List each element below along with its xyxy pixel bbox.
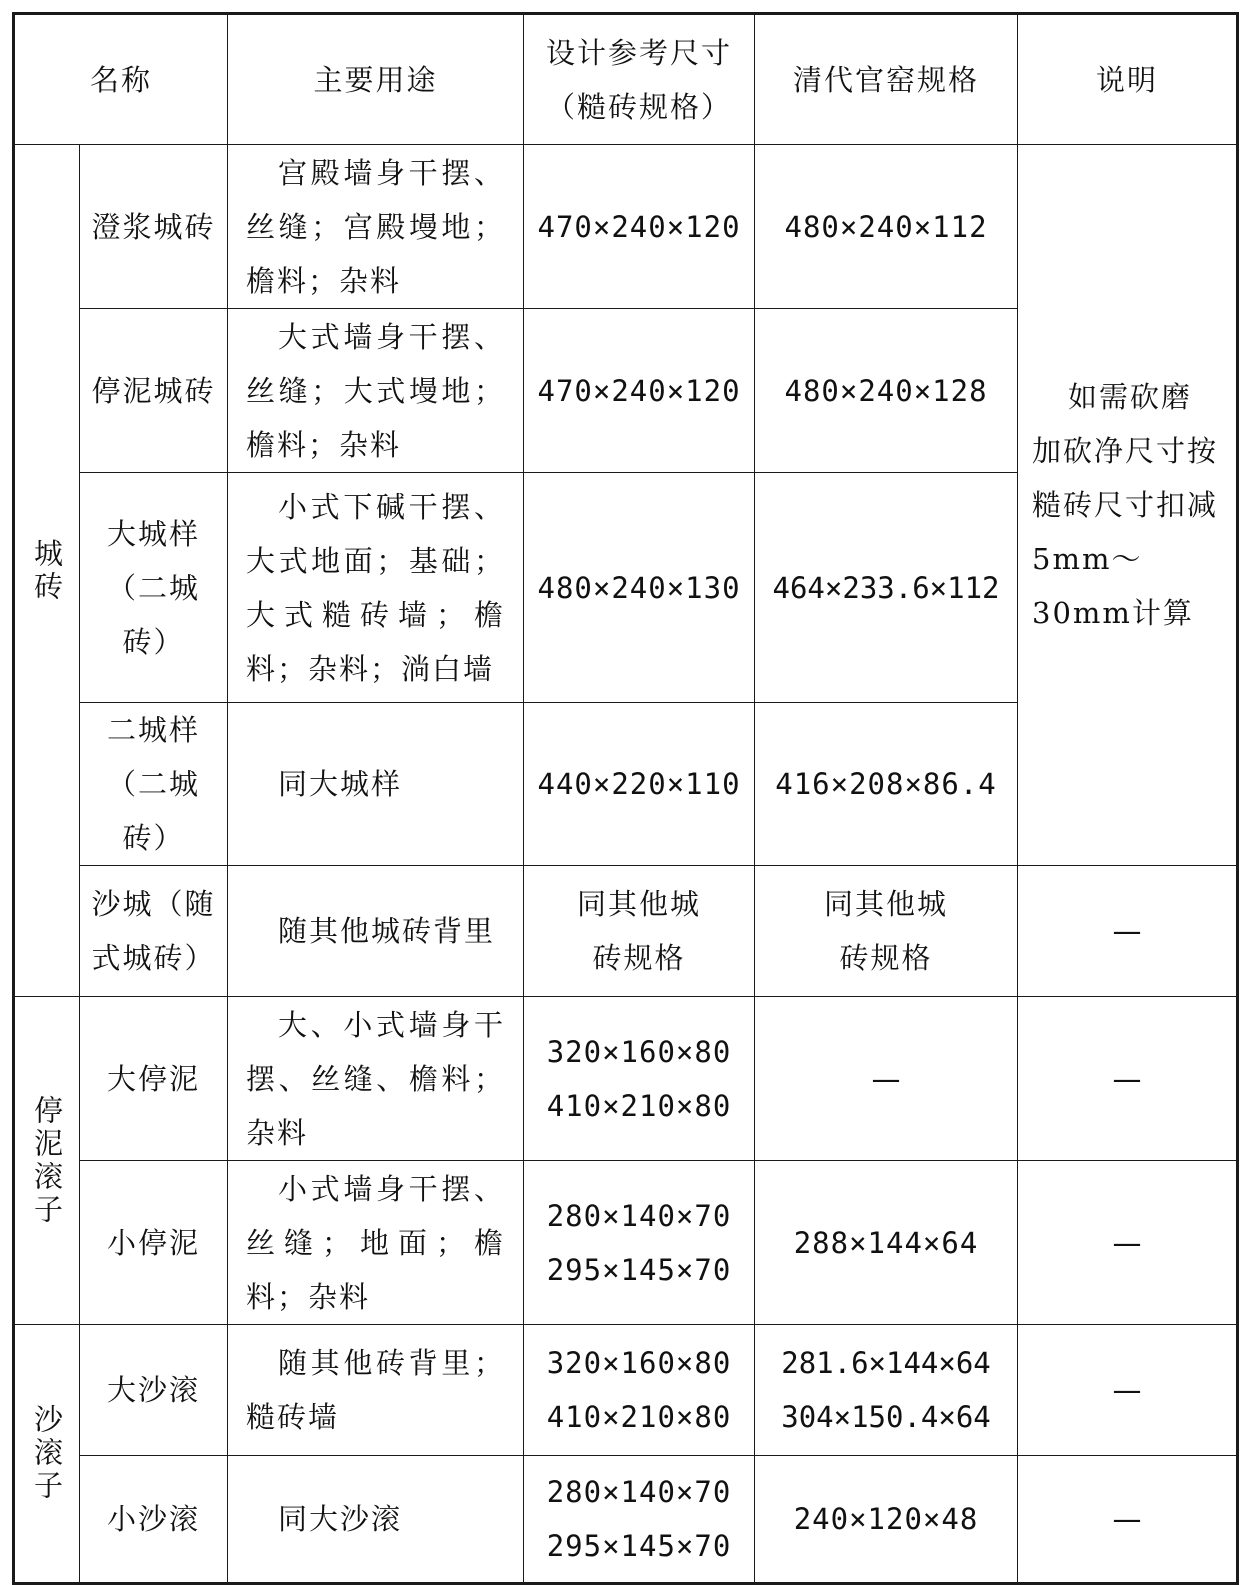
brick-spec-table	[12, 12, 1239, 1585]
table-row	[14, 866, 1238, 997]
row-note: —	[1018, 1161, 1238, 1325]
row-name: 大停泥	[80, 997, 228, 1161]
merged-note: 如需砍磨加砍净尺寸按糙砖尺寸扣减5mm～30mm计算	[1018, 145, 1238, 866]
row-design-size: 280×140×70 295×145×70	[524, 1161, 755, 1325]
row-design-size: 470×240×120	[524, 145, 755, 309]
row-qing-spec: 288×144×64	[755, 1161, 1018, 1325]
row-name: 停泥城砖	[80, 309, 228, 473]
row-qing-spec: 480×240×128	[755, 309, 1018, 473]
row-note: —	[1018, 997, 1238, 1161]
header-usage: 主要用途	[228, 14, 524, 145]
group-chengzhuan: 城砖	[14, 145, 80, 997]
row-name: 沙城（随式城砖）	[80, 866, 228, 997]
row-name: 二城样（二城砖）	[80, 703, 228, 866]
header-row	[14, 14, 1238, 145]
row-usage: 大式墙身干摆、丝缝；大式墁地；檐料；杂料	[228, 309, 524, 473]
row-usage: 随其他城砖背里	[228, 866, 524, 997]
row-name: 小停泥	[80, 1161, 228, 1325]
table-row	[14, 145, 1238, 309]
row-name: 小沙滚	[80, 1456, 228, 1584]
row-name: 大沙滚	[80, 1325, 228, 1456]
row-note: —	[1018, 866, 1238, 997]
row-usage: 大、小式墙身干摆、丝缝、檐料；杂料	[228, 997, 524, 1161]
row-design-size: 320×160×80 410×210×80	[524, 1325, 755, 1456]
row-note: —	[1018, 1456, 1238, 1584]
group-shagun: 沙滚子	[14, 1325, 80, 1584]
row-qing-spec: 416×208×86.4	[755, 703, 1018, 866]
row-qing-spec: —	[755, 997, 1018, 1161]
header-design-size: 设计参考尺寸（糙砖规格）	[524, 14, 755, 145]
table-row	[14, 1325, 1238, 1456]
row-name: 大城样（二城砖）	[80, 473, 228, 703]
header-name: 名称	[14, 14, 228, 145]
row-usage: 宫殿墙身干摆、丝缝；宫殿墁地；檐料；杂料	[228, 145, 524, 309]
row-design-size: 480×240×130	[524, 473, 755, 703]
row-usage: 随其他砖背里；糙砖墙	[228, 1325, 524, 1456]
header-qing-spec: 清代官窑规格	[755, 14, 1018, 145]
row-design-size: 280×140×70 295×145×70	[524, 1456, 755, 1584]
row-usage: 同大沙滚	[228, 1456, 524, 1584]
row-design-size: 470×240×120	[524, 309, 755, 473]
group-tingni: 停泥滚子	[14, 997, 80, 1325]
table-row	[14, 1161, 1238, 1325]
row-usage: 小式墙身干摆、丝缝；地面；檐料；杂料	[228, 1161, 524, 1325]
row-qing-spec: 同其他城砖规格	[755, 866, 1018, 997]
row-usage: 小式下碱干摆、大式地面；基础；大式糙砖墙；檐料；杂料；淌白墙	[228, 473, 524, 703]
row-qing-spec: 281.6×144×64 304×150.4×64	[755, 1325, 1018, 1456]
row-design-size: 440×220×110	[524, 703, 755, 866]
row-usage: 同大城样	[228, 703, 524, 866]
row-design-size: 320×160×80 410×210×80	[524, 997, 755, 1161]
row-qing-spec: 480×240×112	[755, 145, 1018, 309]
table-row	[14, 997, 1238, 1161]
row-qing-spec: 464×233.6×112	[755, 473, 1018, 703]
header-note: 说明	[1018, 14, 1238, 145]
row-design-size: 同其他城砖规格	[524, 866, 755, 997]
row-note: —	[1018, 1325, 1238, 1456]
row-qing-spec: 240×120×48	[755, 1456, 1018, 1584]
table-row	[14, 1456, 1238, 1584]
row-name: 澄浆城砖	[80, 145, 228, 309]
